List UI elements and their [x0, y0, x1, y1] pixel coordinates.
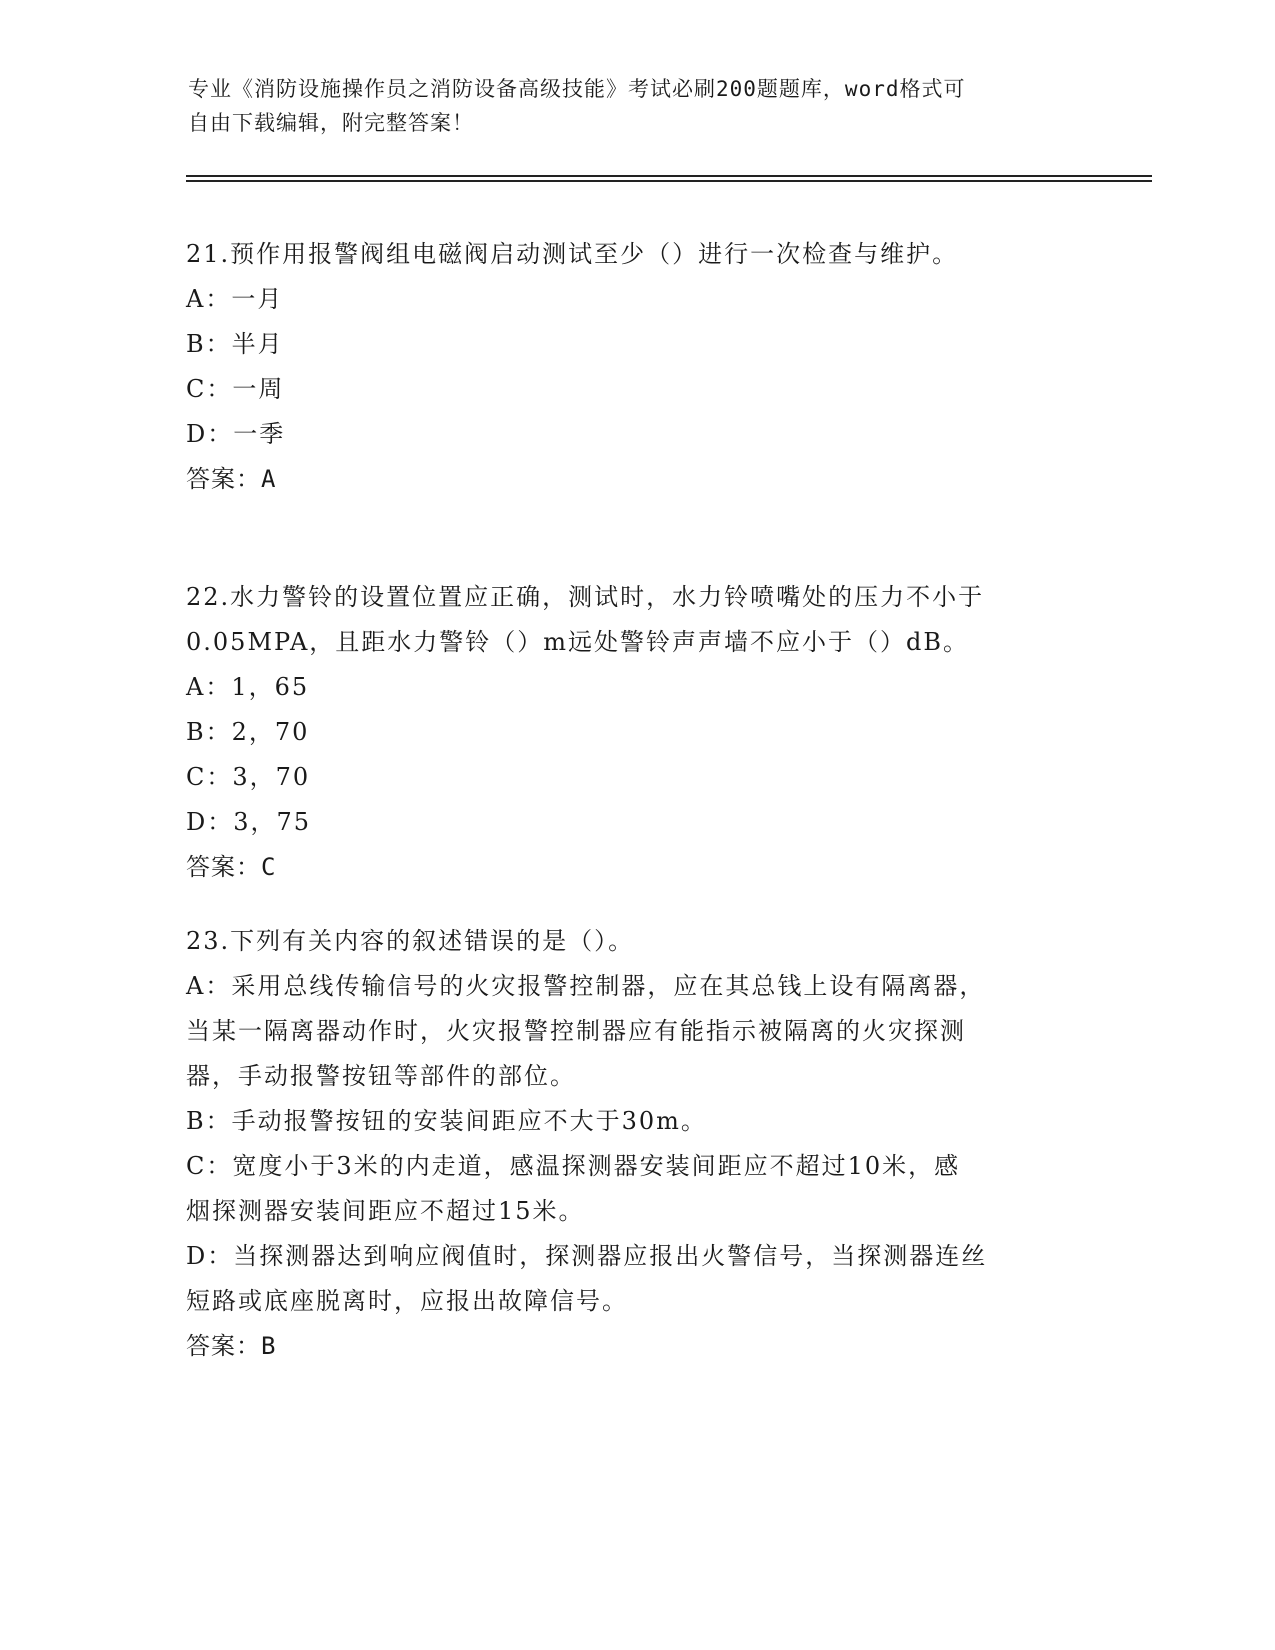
option-c: C：一周	[186, 375, 285, 403]
question-stem: 23.下列有关内容的叙述错误的是（）。	[186, 927, 635, 955]
option-b: B：半月	[186, 330, 284, 358]
question-stem: 21.预作用报警阀组电磁阀启动测试至少（）进行一次检查与维护。	[186, 240, 959, 268]
answer-label: 答案：A	[186, 465, 277, 493]
answer-label: 答案：C	[186, 853, 277, 881]
question-22	[186, 575, 1086, 890]
option-d: 短路或底座脱离时，应报出故障信号。	[186, 1287, 628, 1315]
question-stem: 22.水力警铃的设置位置应正确，测试时，水力铃喷嘴处的压力不小于	[186, 583, 985, 611]
option-b: B：2，70	[186, 718, 310, 746]
option-b: B：手动报警按钮的安装间距应不大于30m。	[186, 1107, 707, 1135]
option-d: D：当探测器达到响应阀值时，探测器应报出火警信号，当探测器连丝	[186, 1242, 988, 1270]
option-a: 器，手动报警按钮等部件的部位。	[186, 1062, 576, 1090]
question-stem: 0.05MPA，且距水力警铃（）m远处警铃声声墙不应小于（）dB。	[186, 628, 970, 656]
option-a: A：1，65	[186, 673, 310, 701]
option-a: A：一月	[186, 285, 284, 313]
option-c: C：宽度小于3米的内走道，感温探测器安装间距应不超过10米，感	[186, 1152, 961, 1180]
option-d: D：一季	[186, 420, 286, 448]
header-line-2: 自由下载编辑，附完整答案！	[188, 111, 474, 135]
option-c: 烟探测器安装间距应不超过15米。	[186, 1197, 585, 1225]
question-23	[186, 919, 1086, 1369]
question-21	[186, 232, 1086, 502]
option-a: A：采用总线传输信号的火灾报警控制器，应在其总钱上设有隔离器，	[186, 972, 986, 1000]
option-a: 当某一隔离器动作时，火灾报警控制器应有能指示被隔离的火灾探测	[186, 1017, 966, 1045]
header-divider-bottom	[186, 180, 1152, 182]
option-d: D：3，75	[186, 808, 312, 836]
header-divider-top	[186, 175, 1152, 177]
option-c: C：3，70	[186, 763, 311, 791]
document-header	[188, 72, 1088, 140]
answer-label: 答案：B	[186, 1332, 277, 1360]
header-line-1: 专业《消防设施操作员之消防设备高级技能》考试必刷200题题库，word格式可	[188, 77, 966, 101]
